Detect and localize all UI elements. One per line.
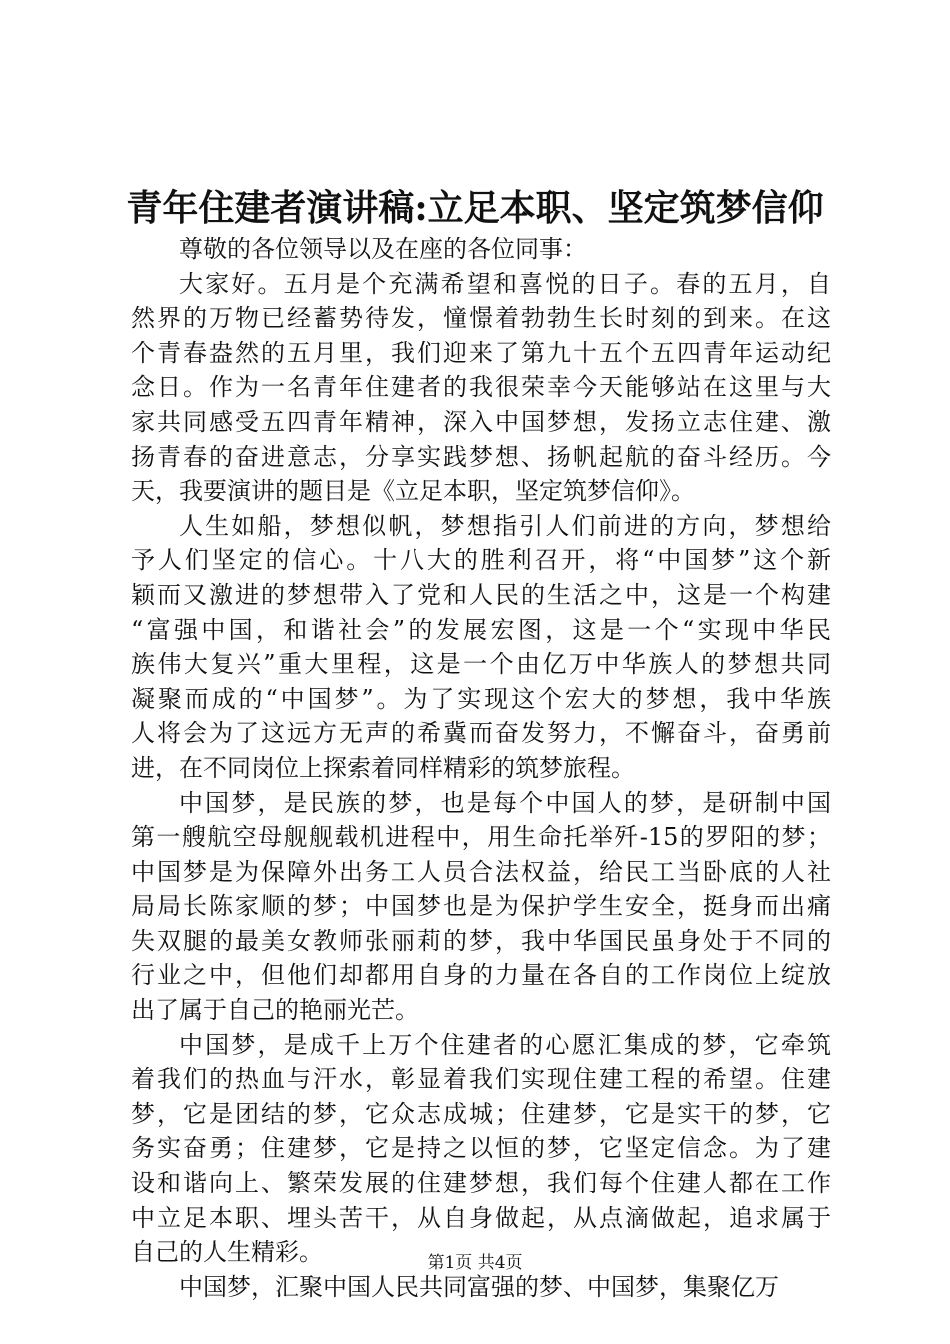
text-line: 族伟大复兴”重大里程，这是一个由亿万中华族人的梦想共同 — [131, 650, 831, 679]
text-line: 颖而又激进的梦想带入了党和人民的生活之中，这是一个构建 — [131, 580, 831, 609]
text-line: 中国梦，是民族的梦，也是每个中国人的梦，是研制中国 — [179, 788, 831, 817]
text-line: 中国梦，是成千上万个住建者的心愿汇集成的梦，它牵筑 — [179, 1030, 831, 1059]
text-line: 局局长陈家顺的梦；中国梦也是为保护学生安全，挺身而出痛 — [131, 892, 831, 921]
text-line: 梦，它是团结的梦，它众志成城；住建梦，它是实干的梦，它 — [131, 1099, 831, 1128]
paragraph — [131, 1028, 831, 1270]
text-line: 凝聚而成的“中国梦”。为了实现这个宏大的梦想，我中华族 — [131, 684, 831, 713]
text-line: 天，我要演讲的题目是《立足本职，坚定筑梦信仰》。 — [131, 477, 695, 506]
text-line: 尊敬的各位领导以及在座的各位同事： — [179, 235, 587, 263]
text-line: 个青春盎然的五月里，我们迎来了第九十五个五四青年运动纪 — [131, 338, 831, 367]
text-line: 中国梦是为保障外出务工人员合法权益，给民工当卧底的人社 — [131, 857, 831, 886]
text-line: 中国梦，汇聚中国人民共同富强的梦、中国梦，集聚亿万 — [179, 1272, 779, 1301]
text-line: 人将会为了这远方无声的希冀而奋发努力，不懈奋斗，奋勇前 — [131, 719, 831, 748]
text-line: 进，在不同岗位上探索着同样精彩的筑梦旅程。 — [131, 753, 635, 782]
paragraph — [131, 267, 831, 509]
text-line: 人生如船，梦想似帆，梦想指引人们前进的方向，梦想给 — [179, 511, 831, 540]
text-line: 设和谐向上、繁荣发展的住建梦想，我们每个住建人都在工作 — [131, 1169, 831, 1198]
text-line: 第一艘航空母舰舰载机进程中，用生命托举歼-15的罗阳的梦； — [131, 823, 831, 852]
paragraph — [131, 786, 831, 1028]
text-line: 失双腿的最美女教师张丽莉的梦，我中华国民虽身处于不同的 — [131, 926, 831, 955]
text-line: 念日。作为一名青年住建者的我很荣幸今天能够站在这里与大 — [131, 373, 831, 402]
text-line: 扬青春的奋进意志，分享实践梦想、扬帆起航的奋斗经历。今 — [131, 442, 831, 471]
text-line: 予人们坚定的信心。十八大的胜利召开，将“中国梦”这个新 — [131, 546, 831, 575]
paragraph — [131, 1270, 831, 1305]
text-line: 自己的人生精彩。 — [131, 1238, 323, 1267]
text-line: 行业之中，但他们却都用自身的力量在各自的工作岗位上绽放 — [131, 961, 831, 990]
paragraph — [131, 232, 831, 267]
page-footer: 第1页 共4页 — [427, 1253, 523, 1273]
text-line: 然界的万物已经蓄势待发，憧憬着勃勃生长时刻的到来。在这 — [131, 304, 831, 333]
text-line: 家共同感受五四青年精神，深入中国梦想，发扬立志住建、激 — [131, 407, 831, 436]
text-line: 着我们的热血与汗水，彰显着我们实现住建工程的希望。住建 — [131, 1065, 831, 1094]
text-line: 务实奋勇；住建梦，它是持之以恒的梦，它坚定信念。为了建 — [131, 1134, 831, 1163]
paragraph — [131, 509, 831, 786]
text-line: 出了属于自己的艳丽光芒。 — [131, 996, 419, 1025]
document-body — [131, 232, 831, 1304]
text-line: 大家好。五月是个充满希望和喜悦的日子。春的五月，自 — [179, 269, 831, 298]
text-line: 中立足本职、埋头苦干，从自身做起，从点滴做起，追求属于 — [131, 1203, 831, 1232]
document-title: 青年住建者演讲稿:立足本职、坚定筑梦信仰 — [126, 187, 824, 229]
text-line: “富强中国，和谐社会”的发展宏图，这是一个“实现中华民 — [131, 615, 831, 644]
